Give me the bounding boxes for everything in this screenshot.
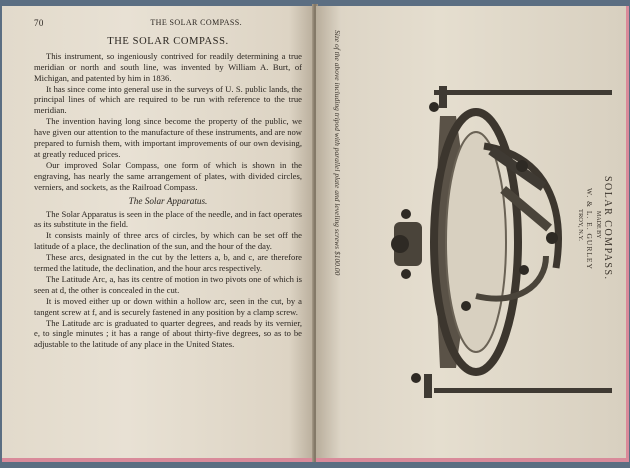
paragraph: The invention having long since become the property of the public, we have given our attention to the manufacture of these instruments, and are now prepared to furnish them, with important improvements of our own devising, at greatly reduced prices.	[34, 116, 302, 159]
page-header	[34, 18, 302, 29]
leveling-screw	[401, 209, 411, 219]
solar-telescope	[500, 186, 552, 231]
socket-knob	[391, 235, 409, 253]
paragraph: The Solar Apparatus is seen in the place of the needle, and in fact operates as its substitute in the field.	[34, 208, 302, 230]
left-page-text	[34, 18, 302, 350]
paragraph: It is moved either up or down within a hollow arc, seen in the cut, by a tangent screw at f, and is securely fastened in any position by a clamp screw.	[34, 295, 302, 317]
paragraph: The Latitude Arc, a, has its centre of motion in two pivots one of which is seen at d, the other is concealed in the cut.	[34, 273, 302, 295]
section-subhead: The Solar Apparatus.	[128, 195, 208, 206]
paragraph: This instrument, so ingeniously contrived for readily determining a true meridian or north and south line, was invented by William A. Burt, of Michigan, and patented by him in 1836.	[34, 50, 302, 83]
paragraph: It has since come into general use in the surveys of U. S. public lands, the principal lines of which are required to be run with reference to the true meridian.	[34, 83, 302, 116]
stamp-title: SOLAR COMPASS.	[602, 176, 613, 281]
leveling-screw	[401, 269, 411, 279]
left-page	[2, 6, 314, 462]
top-sight-knob	[429, 102, 439, 112]
top-sight-post	[439, 86, 447, 108]
stamp-maker-city: TROY, N.Y.	[577, 209, 584, 241]
paragraph: The Latitude arc is graduated to quarter degrees, and reads by its vernier, e, to single minutes ; it has a range of about thirty-five degrees, so as to be adjustable to the latitude of any place in the United States.	[34, 317, 302, 350]
stamp-maker-name: W. & L. E. GURLEY	[585, 188, 594, 270]
paragraph: These arcs, designated in the cut by the letters a, b, and c, are therefore termed the latitude, the declination, and the hour arcs respectively.	[34, 252, 302, 274]
page-number: 70	[34, 18, 44, 28]
stamp-made-by: MADE BY	[595, 211, 601, 239]
tangent-screw	[516, 160, 528, 172]
bottom-sight-knob	[411, 373, 421, 383]
bottom-sight-bar	[434, 388, 612, 393]
price-caption: Size of the above including tripod with parallel plate and leveling screws $100.00	[333, 30, 342, 276]
vernier-knob	[519, 265, 529, 275]
pivot	[461, 301, 471, 311]
running-head: THE SOLAR COMPASS.	[150, 18, 242, 27]
page-title: THE SOLAR COMPASS.	[107, 35, 229, 47]
compass-dial	[446, 132, 506, 352]
bottom-sight-post	[424, 374, 432, 398]
paragraph: Our improved Solar Compass, one form of which is shown in the engraving, has nearly the same arrangement of plates, with divided circles, verniers, and sockets, as the Railroad Compass.	[34, 159, 302, 192]
top-sight-bar	[434, 90, 612, 95]
clamp-screw	[546, 232, 558, 244]
right-page	[316, 6, 629, 462]
paragraph: It consists mainly of three arcs of circles, by which can be set off the latitude of a place, the declination of the sun, and the hour of the day.	[34, 230, 302, 252]
